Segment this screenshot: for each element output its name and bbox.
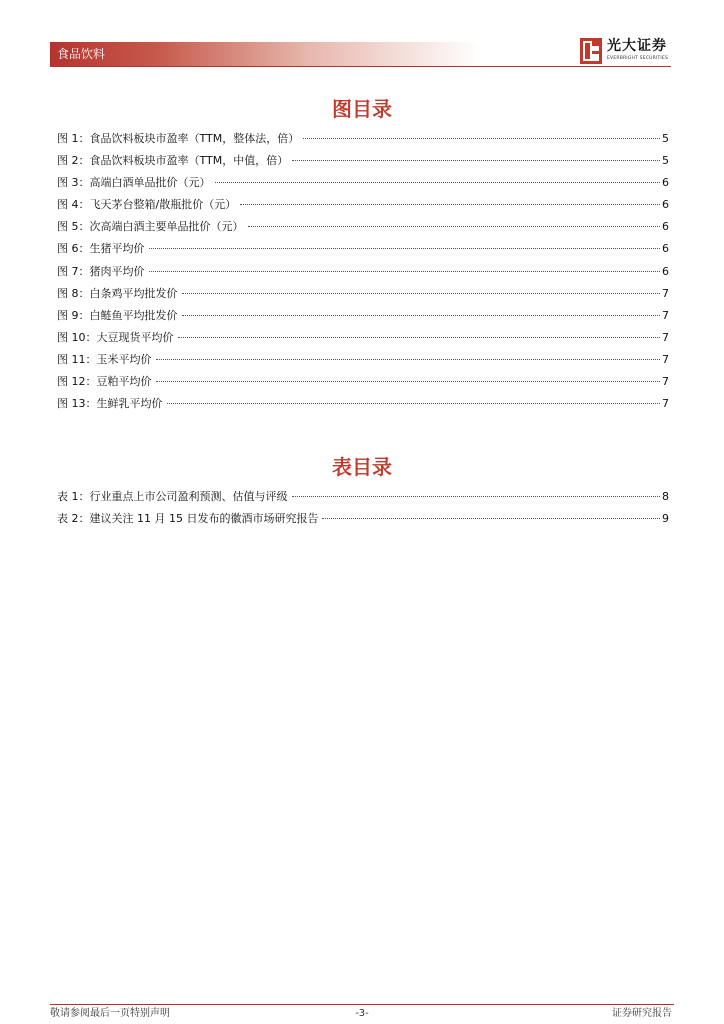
toc-item-page: 6 (662, 264, 669, 278)
page-number: -3- (355, 1008, 369, 1019)
footer-report-type: 证券研究报告 (612, 1008, 672, 1019)
toc-item-number: 图 6： (57, 242, 90, 256)
toc-leader-dots (292, 496, 661, 497)
toc-item[interactable] (57, 154, 669, 176)
toc-leader-dots (292, 160, 660, 161)
toc-leader-dots (248, 226, 661, 227)
toc-item[interactable] (57, 490, 669, 512)
toc-item-title: 食品饮料板块市盈率（TTM，中值，倍） (89, 154, 289, 168)
toc-item-title: 白鲢鱼平均批发价 (89, 308, 178, 322)
footer-divider (50, 1004, 674, 1005)
toc-item-number: 表 1： (57, 490, 90, 503)
toc-leader-dots (149, 248, 661, 249)
toc-leader-dots (322, 518, 660, 519)
toc-item-page: 6 (662, 242, 669, 256)
toc-item[interactable] (57, 198, 669, 220)
toc-item-page: 7 (662, 397, 669, 411)
toc-item[interactable] (57, 176, 669, 198)
toc-leader-dots (167, 403, 661, 404)
toc-item[interactable] (57, 309, 669, 331)
toc-item-title: 建议关注 11 月 15 日发布的徽酒市场研究报告 (89, 512, 319, 526)
toc-item-title: 高端白酒单品批价（元） (89, 176, 211, 190)
toc-item-number: 图 10： (57, 330, 97, 344)
toc-item-title: 食品饮料板块市盈率（TTM，整体法，倍） (89, 132, 300, 145)
toc-item-title: 大豆现货平均价 (96, 330, 174, 344)
tables-toc-title: 表目录 (332, 455, 392, 479)
toc-item-number: 图 5： (57, 220, 90, 234)
footer-disclaimer: 敬请参阅最后一页特别声明 (50, 1008, 170, 1019)
toc-item[interactable] (57, 242, 669, 264)
toc-leader-dots (182, 315, 661, 316)
toc-item-title: 生鲜乳平均价 (96, 397, 163, 411)
logo-text: 光大证券 (607, 38, 667, 54)
toc-item-number: 图 1： (57, 132, 90, 145)
figures-toc-title: 图目录 (332, 97, 392, 121)
toc-item-page: 7 (662, 330, 669, 344)
toc-item-title: 次高端白酒主要单品批价（元） (89, 220, 244, 234)
toc-item[interactable] (57, 353, 669, 375)
toc-item-number: 图 12： (57, 375, 97, 389)
toc-item[interactable] (57, 331, 669, 353)
toc-item-page: 5 (662, 132, 669, 145)
toc-item-title: 生猪平均价 (89, 242, 145, 256)
toc-item[interactable] (57, 287, 669, 309)
figures-toc-list (57, 132, 669, 419)
toc-item-title: 白条鸡平均批发价 (89, 286, 178, 300)
toc-item[interactable] (57, 512, 669, 534)
toc-item[interactable] (57, 265, 669, 287)
toc-item-page: 7 (662, 375, 669, 389)
toc-leader-dots (149, 271, 661, 272)
toc-item[interactable] (57, 397, 669, 419)
header-divider (50, 66, 671, 67)
toc-item-page: 7 (662, 286, 669, 300)
toc-item[interactable] (57, 375, 669, 397)
toc-item-page: 5 (662, 154, 669, 168)
toc-leader-dots (156, 359, 661, 360)
toc-item-number: 图 9： (57, 308, 90, 322)
toc-item-page: 7 (662, 308, 669, 322)
toc-item-number: 图 2： (57, 154, 90, 168)
toc-item-number: 图 4： (57, 198, 90, 212)
toc-item-number: 图 11： (57, 352, 97, 366)
toc-leader-dots (178, 337, 661, 338)
toc-item-title: 豆粕平均价 (96, 375, 152, 389)
logo-subtext: EVERBRIGHT SECURITIES (607, 56, 669, 61)
toc-leader-dots (303, 138, 660, 139)
toc-item-page: 6 (662, 220, 669, 234)
toc-item-page: 7 (662, 352, 669, 366)
toc-item-page: 6 (662, 176, 669, 190)
toc-item-number: 图 8： (57, 286, 90, 300)
toc-item-number: 表 2： (57, 512, 90, 526)
toc-leader-dots (215, 182, 661, 183)
toc-leader-dots (156, 381, 661, 382)
toc-item-page: 8 (662, 490, 669, 503)
toc-leader-dots (240, 204, 660, 205)
toc-item-number: 图 13： (57, 397, 97, 411)
toc-item-title: 玉米平均价 (96, 352, 152, 366)
header-section-label: 食品饮料 (57, 47, 106, 61)
toc-item-title: 飞天茅台整箱/散瓶批价（元） (89, 198, 237, 212)
header-bar (50, 42, 480, 66)
company-logo (580, 38, 676, 66)
toc-item[interactable] (57, 220, 669, 242)
toc-item-title: 行业重点上市公司盈利预测、估值与评级 (89, 490, 288, 503)
toc-item[interactable] (57, 132, 669, 154)
everbright-logo-icon (580, 38, 602, 64)
toc-item-page: 6 (662, 198, 669, 212)
toc-item-title: 猪肉平均价 (89, 264, 145, 278)
toc-leader-dots (182, 293, 661, 294)
toc-item-number: 图 3： (57, 176, 90, 190)
toc-item-number: 图 7： (57, 264, 90, 278)
toc-item-page: 9 (662, 512, 669, 526)
tables-toc-list (57, 490, 669, 534)
